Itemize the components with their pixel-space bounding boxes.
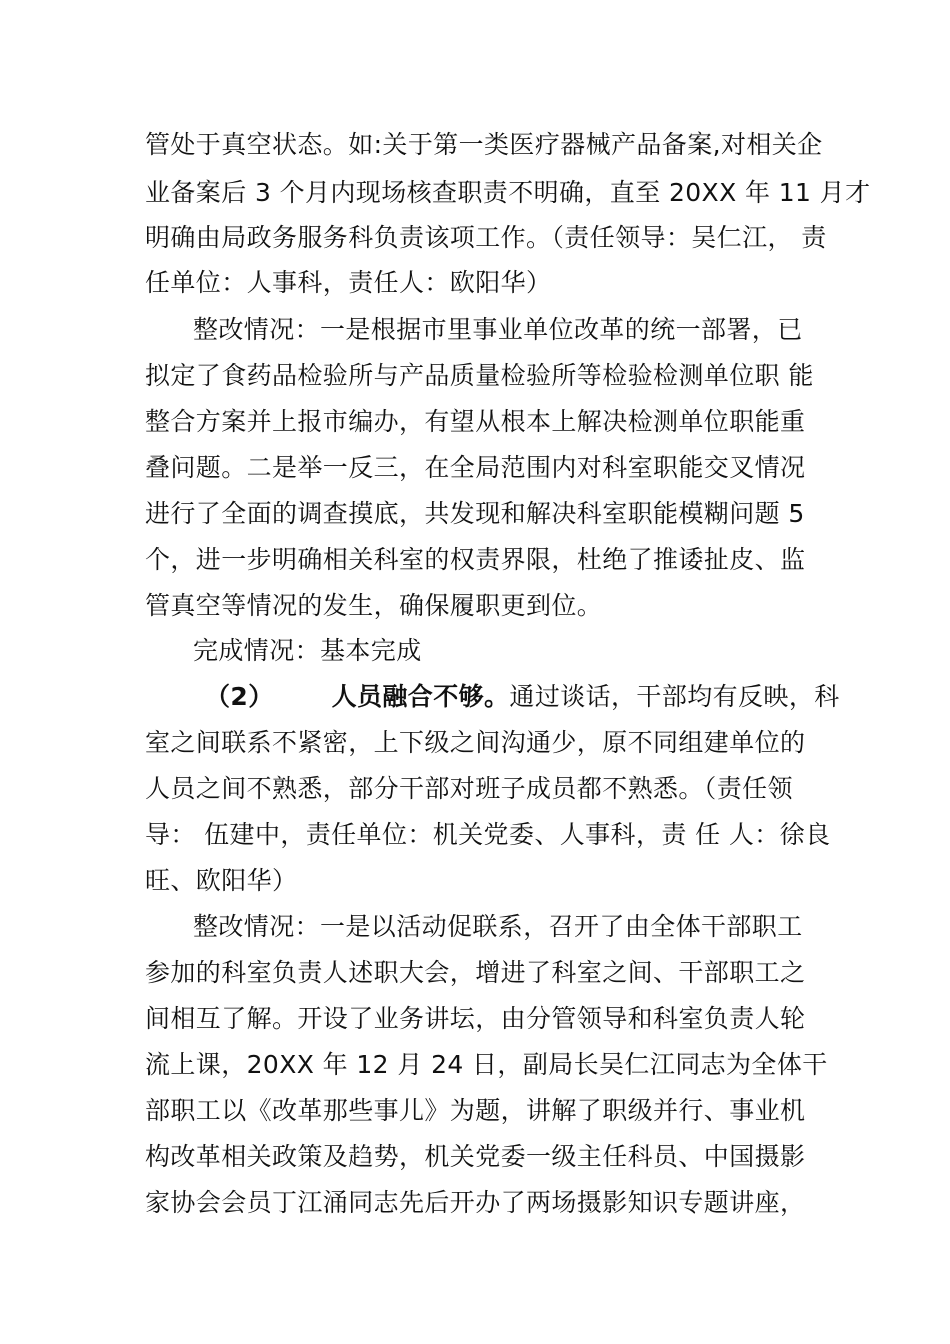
text-line: 明确由局政务服务科负责该项工作。（责任领导：吴仁江， 责 [145,223,827,252]
text-line: 家协会会员丁江涌同志先后开办了两场摄影知识专题讲座， [145,1188,806,1217]
text-line: 人员之间不熟悉，部分干部对班子成员都不熟悉。（责任领 [145,774,793,803]
text-line: 导： 伍建中，责任单位：机关党委、人事科，责 任 人：徐良 [145,820,831,849]
text-line: 间相互了解。开设了业务讲坛，由分管领导和科室负责人轮 [145,1004,806,1033]
text-line: 构改革相关政策及趋势，机关党委一级主任科员、中国摄影 [145,1142,806,1171]
paragraph-start: 整改情况：一是根据市里事业单位改革的统一部署，已 [193,315,803,344]
text-line: 整合方案并上报市编办，有望从根本上解决检测单位职能重 [145,407,806,436]
text-line: 业备案后 3 个月内现场核查职责不明确，直至 20XX 年 11 月才 [145,178,871,207]
item-text: 通过谈话，干部均有反映，科 [509,682,840,711]
text-line: 管处于真空状态。如:关于第一类医疗器械产品备案,对相关企 [145,130,823,159]
text-line: 室之间联系不紧密，上下级之间沟通少，原不同组建单位的 [145,728,806,757]
text-line: 旺、欧阳华） [145,866,298,895]
paragraph-start: 整改情况：一是以活动促联系，召开了由全体干部职工 [193,912,803,941]
text-line: 部职工以《改革那些事儿》为题，讲解了职级并行、事业机 [145,1096,806,1125]
text-line: 参加的科室负责人述职大会，增进了科室之间、干部职工之 [145,958,806,987]
text-line: 进行了全面的调查摸底，共发现和解决科室职能模糊问题 5 [145,499,805,528]
item-heading-line [205,680,840,714]
text-line: 管真空等情况的发生，确保履职更到位。 [145,591,603,620]
text-line: 拟定了食药品检验所与产品质量检验所等检验检测单位职 能 [145,361,814,390]
text-line: 叠问题。二是举一反三，在全局范围内对科室职能交叉情况 [145,453,806,482]
text-line: 个，进一步明确相关科室的权责界限，杜绝了推诿扯皮、监 [145,545,806,574]
item-number: （2） [205,682,274,711]
completion-status: 完成情况：基本完成 [193,636,422,665]
text-line: 流上课，20XX 年 12 月 24 日，副局长吴仁江同志为全体干 [145,1050,828,1079]
text-line: 任单位：人事科，责任人：欧阳华） [145,268,552,297]
item-heading: 人员融合不够。 [331,682,510,711]
